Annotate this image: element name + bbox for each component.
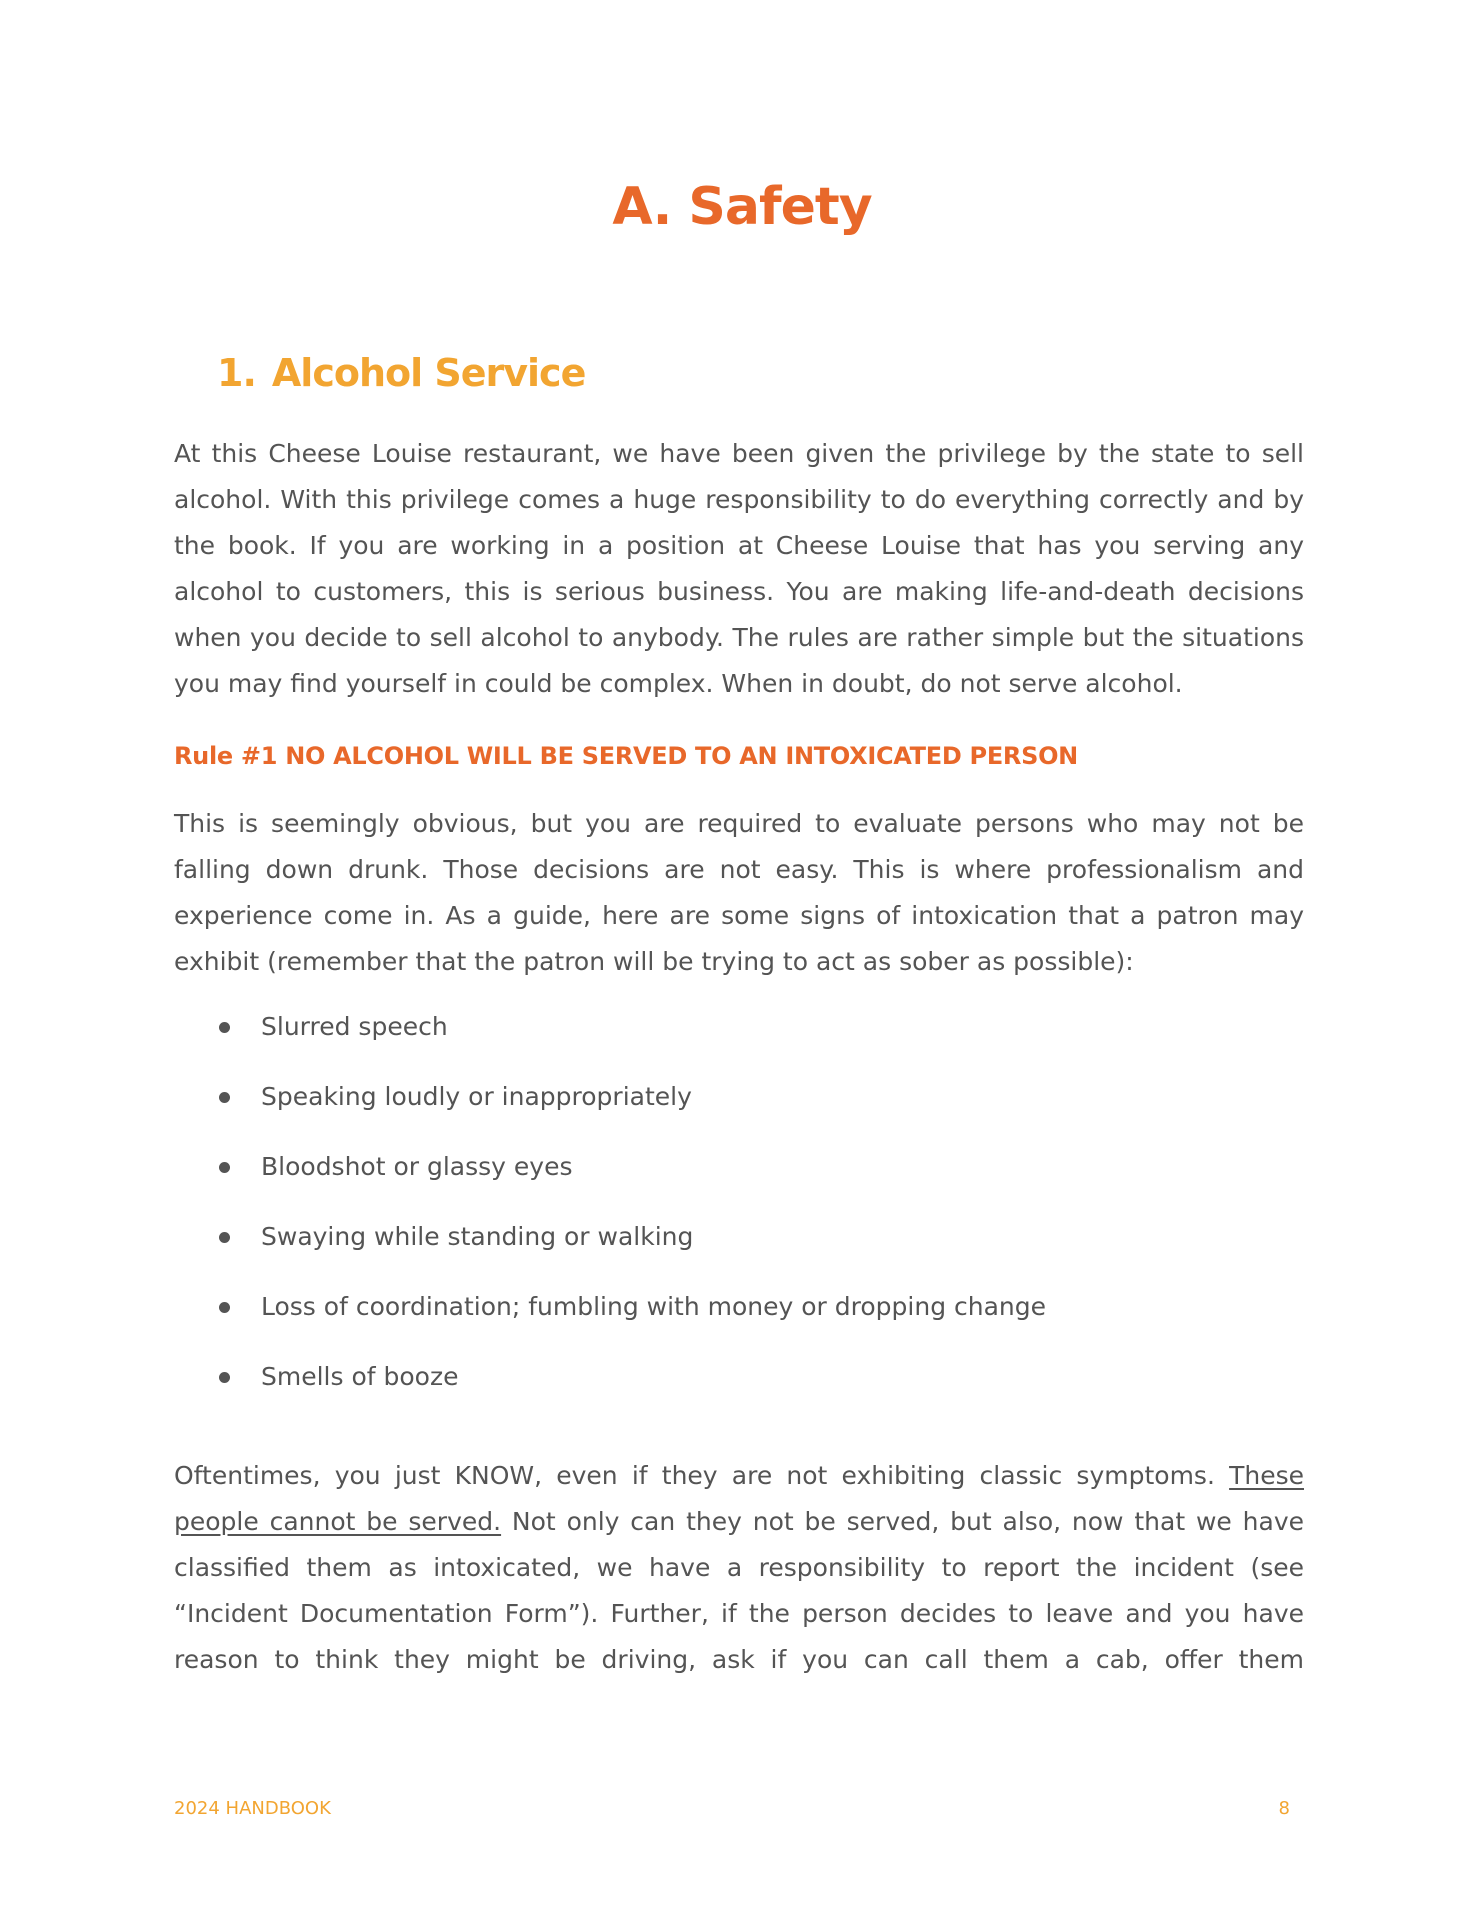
closing-paragraph xyxy=(174,1453,1304,1683)
bullet-icon xyxy=(219,1372,230,1383)
rule-paragraph: This is seemingly obvious, but you are required to evaluate persons who may not be falling down drunk. Those decisions are not easy. This is where professionalism and experience come in. As a guide, here are some signs of intoxication that a patron may exhibit (remember that the patron will be trying to act as sober as possible): xyxy=(174,809,1304,976)
subsection-title-text: Alcohol Service xyxy=(271,351,586,395)
list-item-text: Smells of booze xyxy=(261,1362,459,1391)
list-item xyxy=(174,1289,1304,1359)
intro-paragraph: At this Cheese Louise restaurant, we have been given the privilege by the state to sell alcohol. With this privilege comes a huge responsibility to do everything correctly and by the book. If you are working in a position at Cheese Louise that has you serving any alcohol to customers, this is serious business. You are making life-and-death decisions when you decide to sell alcohol to anybody. The rules are rather simple but the situations you may find yourself in could be complex. When in doubt, do not serve alcohol. xyxy=(174,439,1304,698)
subsection-title xyxy=(217,348,585,398)
bullet-icon xyxy=(219,1022,230,1033)
underlined-emphasis: These people cannot be served. xyxy=(174,1461,1304,1536)
footer-page-number: 8 xyxy=(1278,1798,1290,1819)
list-item-text: Swaying while standing or walking xyxy=(261,1222,694,1251)
list-item xyxy=(174,1359,1304,1429)
list-item xyxy=(174,1149,1304,1219)
bullet-icon xyxy=(219,1092,230,1103)
list-item-text: Speaking loudly or inappropriately xyxy=(261,1082,692,1111)
list-item xyxy=(174,1079,1304,1149)
bullet-icon xyxy=(219,1162,230,1173)
closing-text-start: Oftentimes, you just KNOW, even if they are not exhibiting classic symptoms. xyxy=(174,1461,1230,1490)
list-item xyxy=(174,1219,1304,1289)
bullet-icon xyxy=(219,1232,230,1243)
list-item xyxy=(174,1009,1304,1079)
bullet-icon xyxy=(219,1302,230,1313)
list-item-text: Slurred speech xyxy=(261,1012,448,1041)
closing-text-end: Not only can they not be served, but also, now that we have classified them as intoxicated, we have a responsibility to report the incident (see “Incident Documentation Form”). Further, if the person decides to leave and you have reason to think they might be driving, ask if you can call them a cab, offer them xyxy=(174,1507,1304,1674)
body-content xyxy=(174,431,1304,1683)
rule-heading: Rule #1 NO ALCOHOL WILL BE SERVED TO AN INTOXICATED PERSON xyxy=(174,742,1078,770)
intoxication-signs-list xyxy=(174,1009,1304,1429)
section-title: A. Safety xyxy=(612,177,872,237)
footer-handbook-label: 2024 HANDBOOK xyxy=(174,1798,331,1819)
list-item-text: Loss of coordination; fumbling with money or dropping change xyxy=(261,1292,1047,1321)
subsection-number: 1. xyxy=(217,351,256,395)
list-item-text: Bloodshot or glassy eyes xyxy=(261,1152,573,1181)
